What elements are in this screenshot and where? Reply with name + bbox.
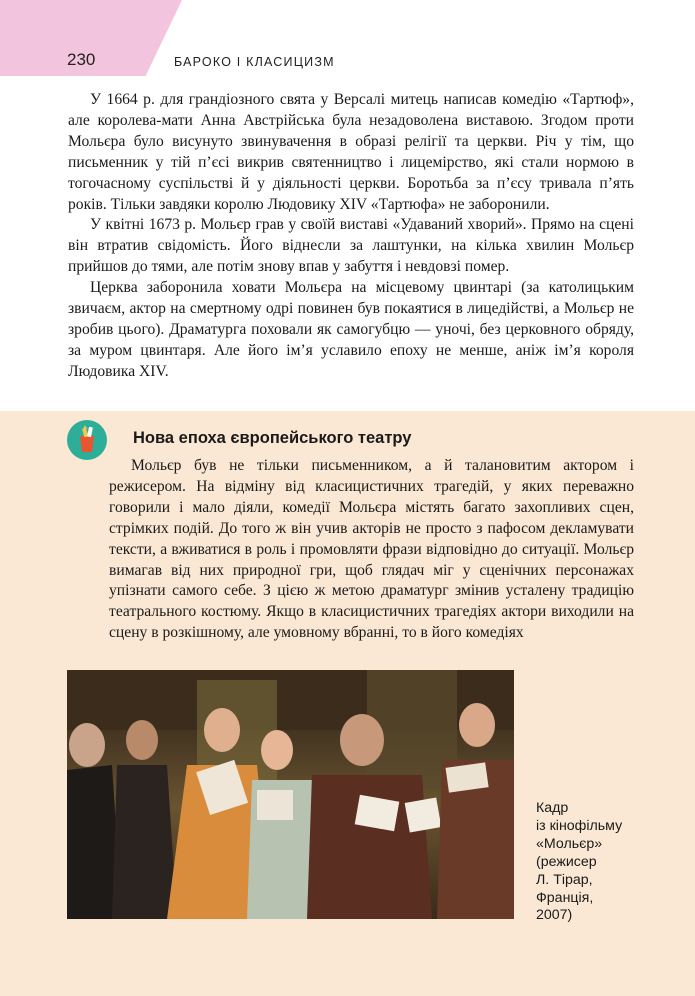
- paragraph: Мольєр був не тільки письменником, а й талановитим актором і режисером. На відміну від класицистичних трагедій, у яких переважно говорили і мало діяли, комедії Мольєра містять багато захопливих сцен, стрімких подій. До того ж він учив акторів не просто з пафосом декламувати тексти, а вживатися в роль і промовляти фрази відповідно до ситуації. Мольєр вимагав від них природної гри, щоб глядач міг у сценічних персонажах упізнати самого себе. З цією ж метою драматург змінив усталену традицію театрального костюму. Якщо в класицистичних трагедіях актори виходили на сцену в розкішному, але умовному вбранні, то в його комедіях: [109, 457, 634, 642]
- paragraph: Церква заборонила ховати Мольєра на місцевому цвинтарі (за католицьким звичаєм, актор на смертному одрі повинен був покаятися в лицедійстві, а Мольєр не зробив цього). Драматурга поховали як самогубцю — уночі, без церковного обряду, за муром цвинтаря. Але його ім’я уславило епоху не менше, аніж ім’я короля Людовика XIV.: [68, 279, 634, 380]
- caption-line: 2007): [536, 907, 573, 924]
- film-still-photo: [67, 670, 514, 919]
- running-head: БАРОКО І КЛАСИЦИЗМ: [174, 55, 335, 69]
- page-number: 230: [67, 50, 96, 69]
- caption-line: Кадр: [536, 800, 569, 816]
- caption-line: із кінофільму: [536, 817, 623, 834]
- figure-caption: [536, 800, 646, 925]
- main-text: [68, 90, 634, 383]
- caption-line: Л. Тірар,: [536, 871, 593, 888]
- section-title: Нова епоха європейського театру: [133, 429, 412, 447]
- caption-line: «Мольєр»: [536, 835, 603, 852]
- section-text: [109, 456, 634, 644]
- paragraph: У 1664 р. для грандіозного свята у Версалі митець написав комедію «Тартюф», але королева-мати Анна Австрійська була незадоволена виставою. Згодом проти Мольєра було висунуто звинувачення в образі релігії та церкви. Річ у тім, що письменник у тій п’єсі викрив святенництво і лицемірство, які стали нормою в тогочасному суспільстві й у діяльності церкви. Боротьба за п’єсу тривала п’ять років. Тільки завдяки королю Людовику XIV «Тартюфа» не заборонили.: [68, 91, 634, 213]
- caption-line: Франція,: [536, 889, 594, 906]
- theater-masks-icon: [67, 420, 107, 460]
- caption-line: (режисер: [536, 853, 597, 870]
- paragraph: У квітні 1673 р. Мольєр грав у своїй виставі «Удаваний хворий». Прямо на сцені він втратив свідомість. Його віднесли за лаштунки, на кілька хвилин Мольєр прийшов до тями, але потім знову впав у забуття і невдовзі помер.: [68, 216, 634, 276]
